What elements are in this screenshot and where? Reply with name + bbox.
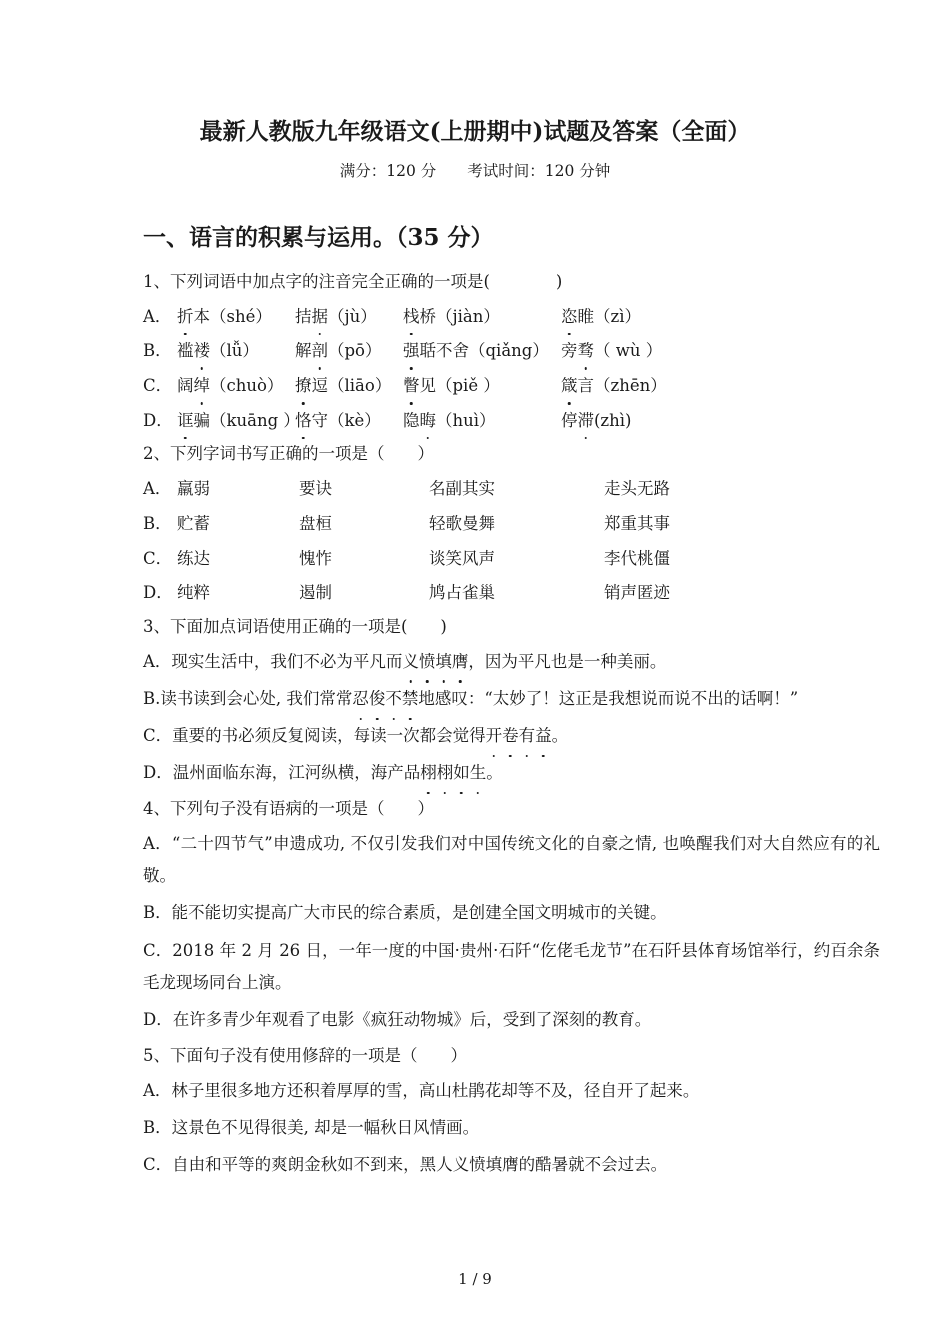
option-text: 2018 年 2 月 26 日，一年一度的中国·贵州·石阡“仡佬毛龙节”在石阡县体育场馆举行，约百余条毛龙现场同台上演。 xyxy=(143,940,881,992)
question-5-number: 5、 xyxy=(143,1046,170,1066)
question-1-stem xyxy=(143,262,880,296)
emphasis-dot-char: 义 xyxy=(402,646,419,678)
option-cell: 强聒不舍（qiǎng） xyxy=(403,338,561,365)
question-1-option-a[interactable] xyxy=(143,296,880,331)
option-cell: 销声匿迹 xyxy=(604,583,670,603)
emphasis-dot-char: 褛 xyxy=(194,338,211,365)
emphasis-phrase xyxy=(486,726,552,745)
option-cell: 遏制 xyxy=(299,583,332,603)
option-cell: 诓骗（kuāng ） xyxy=(177,408,295,435)
option-cell: 愧怍 xyxy=(299,548,332,568)
option-cell: 李代桃僵 xyxy=(604,548,670,568)
option-text: 在许多青少年观看了电影《疯狂动物城》后，受到了深刻的教育。 xyxy=(172,1009,652,1029)
option-cell: 鸠占雀巢 xyxy=(429,583,495,603)
option-label: A． xyxy=(143,651,172,671)
option-label: D． xyxy=(143,583,173,603)
option-cell: 名副其实 xyxy=(429,479,495,499)
emphasis-dot-char: 晦 xyxy=(420,408,437,435)
emphasis-dot-char: 瞥 xyxy=(403,373,420,400)
option-text: “二十四节气”申遗成功, 不仅引发我们对中国传统文化的自豪之情, 也唤醒我们对大自然应有的礼敬。 xyxy=(143,834,880,886)
option-label: A． xyxy=(143,479,172,499)
option-label: A． xyxy=(143,1080,172,1100)
question-1-text: 下列词语中加点字的注音完全正确的一项是( ) xyxy=(170,271,563,291)
emphasis-dot-char: 卷 xyxy=(502,720,519,752)
question-3-option-c[interactable]: C．重要的书必须反复阅读，每读一次都会觉得开卷有益。 xyxy=(143,715,880,752)
emphasis-dot-char: 剖 xyxy=(312,338,329,365)
option-label: C． xyxy=(143,375,173,395)
question-5-option-b[interactable] xyxy=(143,1107,880,1144)
option-cell: 栈桥（jiàn） xyxy=(403,304,561,331)
exam-meta-line: 满分：120 分 考试时间：120 分钟 xyxy=(339,161,611,180)
emphasis-dot-char: 栩 xyxy=(437,757,454,789)
questions-container xyxy=(0,253,950,1182)
question-1-number: 1、 xyxy=(143,271,170,291)
option-cell: 要诀 xyxy=(299,479,332,499)
question-4-stem xyxy=(143,789,880,823)
emphasis-phrase xyxy=(402,652,468,671)
emphasis-dot-char: 恣 xyxy=(561,304,578,331)
emphasis-dot-char: 不 xyxy=(385,683,402,715)
page-title: 最新人教版九年级语文(上册期中)试题及答案（全面） xyxy=(199,118,751,145)
option-cell: 贮蓄 xyxy=(177,513,210,533)
option-cell: 恪守（kè） xyxy=(295,408,403,435)
emphasis-dot-char: 禁 xyxy=(402,683,419,715)
emphasis-dot-char: 强 xyxy=(403,338,420,365)
emphasis-dot-char: 膺 xyxy=(452,646,469,678)
option-cell: 褴褛（lǚ） xyxy=(177,338,295,365)
question-4-option-a[interactable] xyxy=(143,823,880,892)
emphasis-dot-char: 箴 xyxy=(561,373,578,400)
option-text: 这景色不见得很美, 却是一幅秋日风情画。 xyxy=(171,1118,480,1138)
question-3-option-d[interactable]: D．温州面临东海，江河纵横，海产品栩栩如生。 xyxy=(143,752,880,789)
question-3-option-b[interactable]: B.读书读到会心处, 我们常常忍俊不禁地感叹：“太妙了！这正是我想说而说不出的话啊！” xyxy=(143,678,880,715)
option-cell: 解剖（pō） xyxy=(295,338,403,365)
question-4-number: 4、 xyxy=(143,799,170,819)
option-cell: 拮据（jù） xyxy=(295,304,403,331)
question-3-number: 3、 xyxy=(143,616,170,636)
question-2-text: 下列字词书写正确的一项是（ ） xyxy=(170,444,434,464)
emphasis-dot-char: 开 xyxy=(486,720,503,752)
option-label: C． xyxy=(143,726,173,746)
option-cell: 旁骛（ wù ） xyxy=(561,338,662,365)
question-2-option-c[interactable] xyxy=(143,538,880,573)
emphasis-phrase xyxy=(352,689,418,708)
emphasis-dot-char: 益 xyxy=(535,720,552,752)
question-2-option-d[interactable] xyxy=(143,572,880,607)
question-3-option-a[interactable]: A．现实生活中，我们不必为平凡而义愤填膺，因为平凡也是一种美丽。 xyxy=(143,641,880,678)
option-label: C． xyxy=(143,1155,173,1175)
emphasis-dot-char: 如 xyxy=(453,757,470,789)
option-label: B. xyxy=(143,688,161,708)
section-heading-1: 一、语言的积累与运用。（35 分） xyxy=(143,223,494,251)
option-cell: 折本（shé） xyxy=(177,304,295,331)
option-cell: 郑重其事 xyxy=(604,513,670,533)
question-5-option-c[interactable] xyxy=(143,1144,880,1181)
question-4-option-b[interactable] xyxy=(143,892,880,929)
emphasis-dot-char: 填 xyxy=(435,646,452,678)
question-2-number: 2、 xyxy=(143,444,170,464)
option-cell: 谈笑风声 xyxy=(429,548,495,568)
emphasis-dot-char: 栈 xyxy=(403,304,420,331)
option-label: B． xyxy=(143,1118,172,1138)
option-cell: 恣睢（zì） xyxy=(561,304,641,331)
option-label: C． xyxy=(143,940,173,960)
option-cell: 瞥见（piě ） xyxy=(403,373,561,400)
emphasis-dot-char: 生 xyxy=(470,757,487,789)
page-number-footer: 1 / 9 xyxy=(458,1270,492,1288)
emphasis-dot-char: 骛 xyxy=(578,338,595,365)
option-label: A． xyxy=(143,834,172,854)
option-cell: 箴言（zhēn） xyxy=(561,373,667,400)
emphasis-dot-char: 恪 xyxy=(295,408,312,435)
option-text: 自由和平等的爽朗金秋如不到来，黑人义愤填膺的酷暑就不会过去。 xyxy=(172,1155,668,1175)
question-1-option-b[interactable] xyxy=(143,330,880,365)
emphasis-dot-char: 折 xyxy=(177,304,194,331)
emphasis-dot-char: 据 xyxy=(312,304,329,331)
question-4-option-c[interactable] xyxy=(143,930,880,999)
option-text: 林子里很多地方还积着厚厚的雪，高山杜鹃花却等不及，径自开了起来。 xyxy=(171,1080,700,1100)
emphasis-dot-char: 诓 xyxy=(177,408,194,435)
question-5-text: 下面句子没有使用修辞的一项是（ ） xyxy=(170,1046,467,1066)
question-4-option-d[interactable] xyxy=(143,999,880,1036)
option-label: D． xyxy=(143,763,173,783)
emphasis-phrase xyxy=(420,763,486,782)
option-label: C． xyxy=(143,548,173,568)
option-label: B． xyxy=(143,903,172,923)
question-2-option-b[interactable] xyxy=(143,503,880,538)
option-cell: 隐晦（huì） xyxy=(403,408,561,435)
option-label: B． xyxy=(143,513,172,533)
option-cell: 轻歌曼舞 xyxy=(429,513,495,533)
option-cell: 走头无路 xyxy=(604,479,670,499)
question-1-option-c[interactable] xyxy=(143,365,880,400)
emphasis-dot-char: 滞 xyxy=(578,408,595,435)
option-label: B． xyxy=(143,341,172,361)
question-2-option-a[interactable] xyxy=(143,468,880,503)
emphasis-dot-char: 绰 xyxy=(194,373,211,400)
option-cell: 撩逗（liāo） xyxy=(295,373,403,400)
question-4-text: 下列句子没有语病的一项是（ ） xyxy=(170,799,434,819)
option-label: D． xyxy=(143,410,173,430)
question-2-stem xyxy=(143,434,880,468)
question-3-text: 下面加点词语使用正确的一项是( ) xyxy=(170,616,447,636)
question-1-option-d[interactable] xyxy=(143,400,880,435)
emphasis-dot-char: 愤 xyxy=(419,646,436,678)
option-text: 能不能切实提高广大市民的综合素质，是创建全国文明城市的关键。 xyxy=(171,903,667,923)
emphasis-dot-char: 俊 xyxy=(369,683,386,715)
option-label: A． xyxy=(143,306,172,326)
question-5-stem xyxy=(143,1036,880,1070)
emphasis-dot-char: 撩 xyxy=(295,373,312,400)
emphasis-dot-char: 栩 xyxy=(420,757,437,789)
question-5-option-a[interactable] xyxy=(143,1070,880,1107)
option-cell: 练达 xyxy=(177,548,210,568)
option-cell: 停滞(zhì) xyxy=(561,408,631,435)
question-3-stem xyxy=(143,607,880,641)
emphasis-dot-char: 忍 xyxy=(352,683,369,715)
option-label: D． xyxy=(143,1009,173,1029)
option-cell: 盘桓 xyxy=(299,513,332,533)
option-cell: 纯粹 xyxy=(177,583,210,603)
option-cell: 阔绰（chuò） xyxy=(177,373,295,400)
option-cell: 羸弱 xyxy=(177,479,210,499)
emphasis-dot-char: 有 xyxy=(519,720,536,752)
